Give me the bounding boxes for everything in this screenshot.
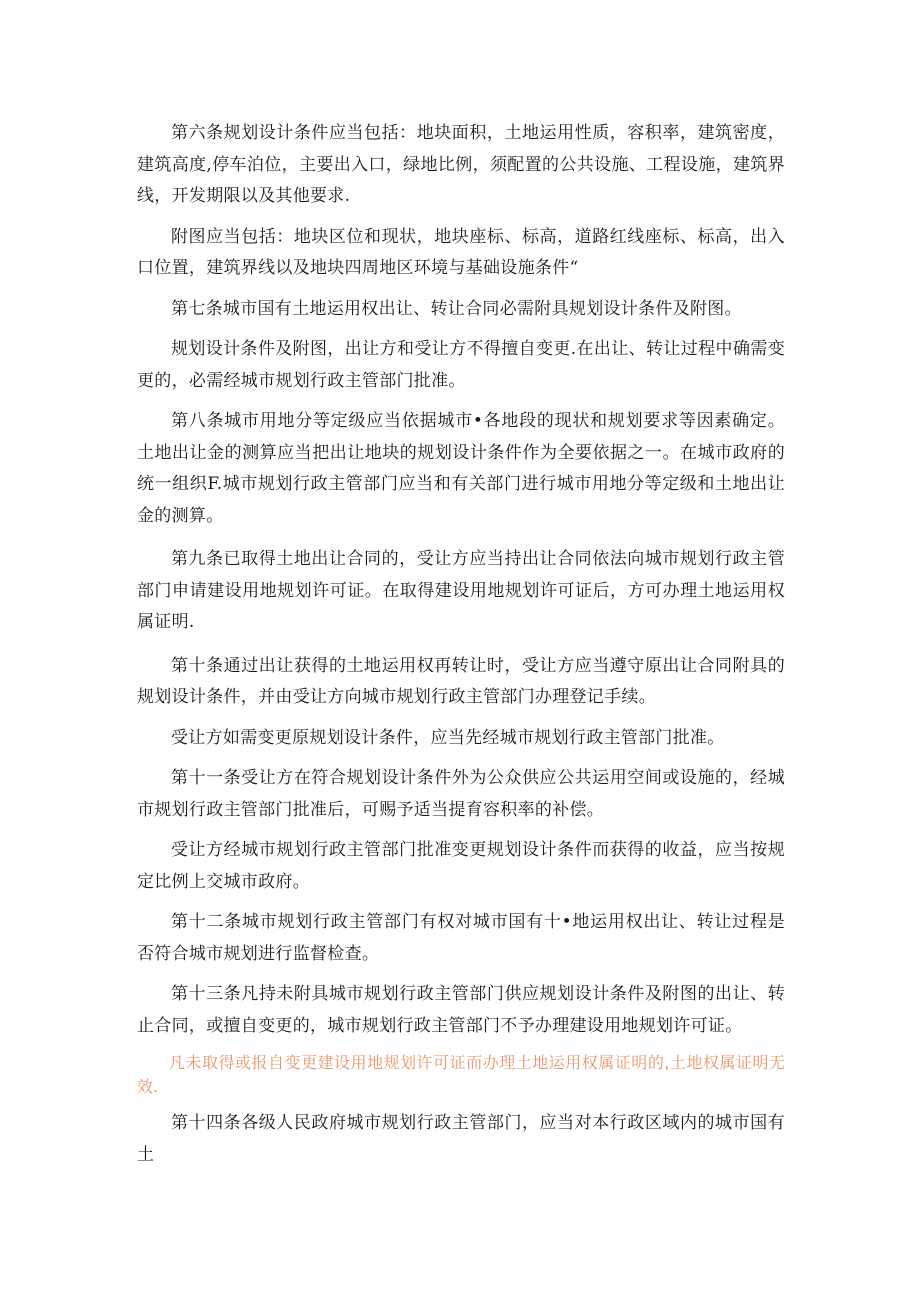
paragraph-article-13: 第十三条凡持未附具城市规划行政主管部门供应规划设计条件及附图的出让、转止合同，或擅自变更的，城市规划行政主管部门不予办理建设用地规划许可证。 [137,984,785,1036]
paragraph-article-7: 第七条城市国有土地运用权出让、转让合同必需附具规划设计条件及附图。 [171,298,742,319]
paragraph-highlighted-invalid-certificate: 凡未取得或报自变更建设用地规划许可证而办理土地运用权属证明的,土地权属证明无效. [137,1053,785,1096]
paragraph-article-9: 第九条已取得土地出让合同的，受让方应当持出让合同依法向城市规划行政主管部门申请建设用地规划许可证。在取得建设用地规划许可证后，方可办理土地运用权属证明. [137,549,785,632]
paragraph-article-10: 第十条通过出让获得的土地运用权再转让时，受让方应当遵守原出让合同附具的规划设计条件，并由受让方向城市规划行政主管部门办理登记手续。 [137,655,785,707]
paragraph-article-8: 第八条城市用地分等定级应当依据城市•各地段的现状和规划要求等因素确定。土地出让金的测算应当把出让地块的规划设计条件作为全要依据之一。在城市政府的统一组织F.城市规划行政主管部门应当和有关部门进行城市用地分等定级和土地出让金的测算。 [137,411,785,526]
paragraph-no-unauthorized-change: 规划设计条件及附图，出让方和受让方不得擅自变更.在出让、转让过程中确需变更的，必需经城市规划行政主管部门批准。 [137,339,785,391]
paragraph-article-12: 第十二条城市规划行政主管部门有权对城市国有十•地运用权出让、转让过程是否符合城市规划进行监督检查。 [137,912,785,964]
paragraph-revenue-submission: 受让方经城市规划行政主管部门批准变更规划设计条件而获得的收益，应当按规定比例上交城市政府。 [137,840,785,892]
paragraph-article-11: 第十一条受让方在符合规划设计条件外为公众供应公共运用空间或设施的，经城市规划行政主管部门批准后，可赐予适当提育容积率的补偿。 [137,768,785,820]
paragraph-article-14: 第十四条各级人民政府城市规划行政主管部门，应当对本行政区域内的城市国有土 [137,1113,785,1165]
paragraph-article-6: 第六条规划设计条件应当包括：地块面积，土地运用性质，容积率，建筑密度，建筑高度,停车泊位，主要出入口，绿地比例，须配置的公共设施、工程设施，建筑界线，开发期限以及其他要求. [137,123,785,206]
paragraph-attachment-requirements: 附图应当包括：地块区位和现状，地块座标、标高，道路红线座标、标高，出入口位置，建筑界线以及地块四周地区环境与基础设施条件“ [137,226,785,278]
document-page [137,118,785,1171]
paragraph-transferee-change: 受让方如需变更原规划设计条件，应当先经城市规划行政主管部门批准。 [171,727,725,748]
